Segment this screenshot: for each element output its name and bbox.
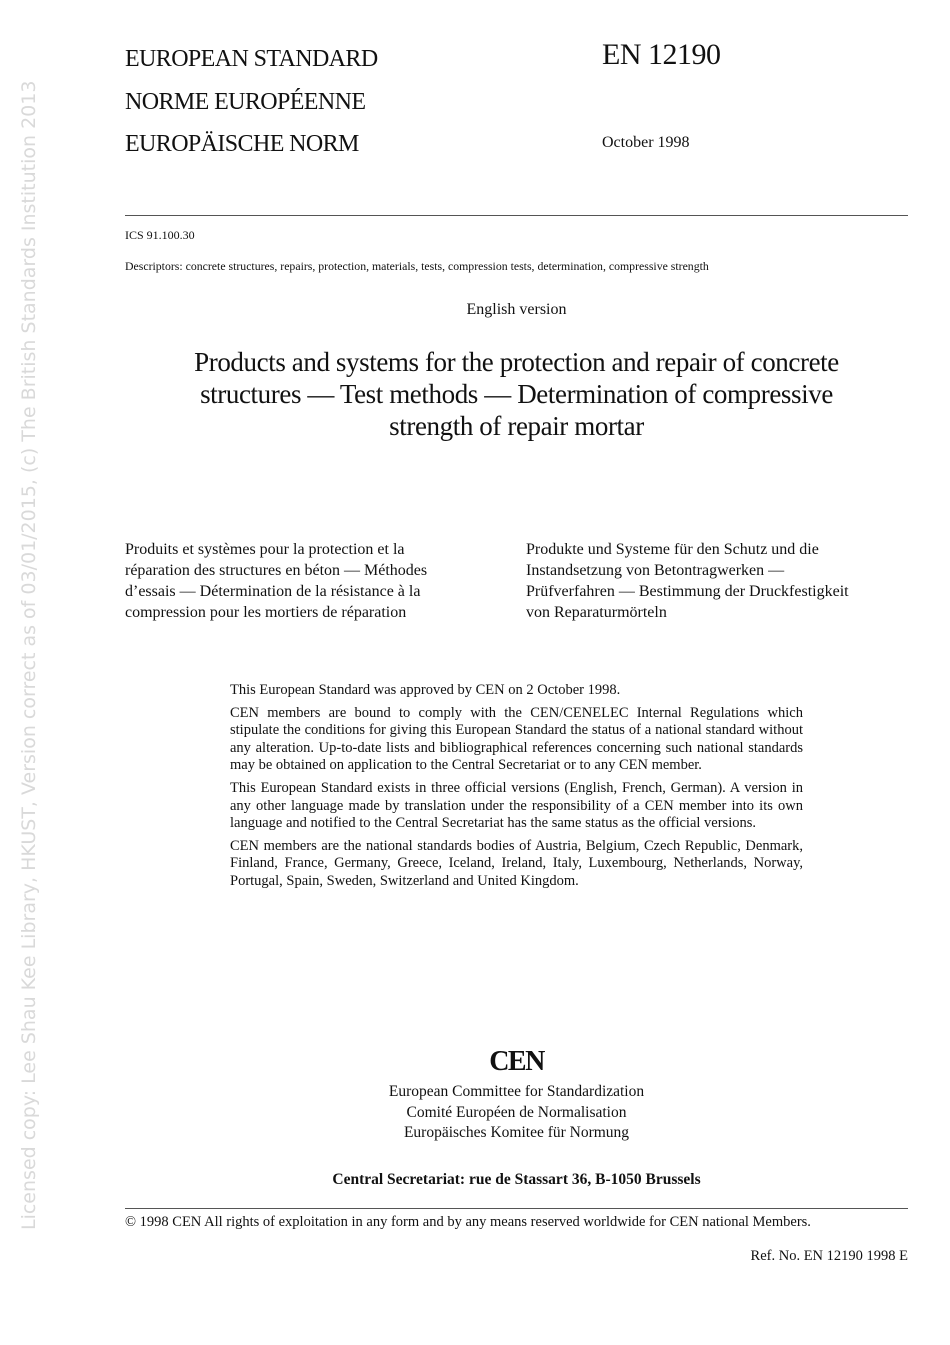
descriptors: Descriptors: concrete structures, repairs, protection, materials, tests, compression tests, determination, compressive strength (125, 259, 709, 273)
copyright-notice: © 1998 CEN All rights of exploitation in any form and by any means reserved worldwide for CEN national Members. (125, 1214, 811, 1230)
french-title-line: réparation des structures en béton — Méthodes (125, 562, 428, 579)
cen-name-de: Europäisches Komitee für Normung (403, 1124, 630, 1141)
german-title-line: Instandsetzung von Betontragwerken — (526, 562, 785, 579)
title-line: structures — Test methods — Determination of compressive (200, 379, 833, 409)
approval-notice (230, 682, 803, 896)
version-label: English version (466, 301, 567, 318)
license-watermark: Licensed copy: Lee Shau Kee Library, HKUST, Version correct as of 03/01/2015, (c) The British Standards Institution 2013 (18, 80, 40, 1230)
notice-paragraph: This European Standard was approved by CEN on 2 October 1998. (230, 682, 621, 698)
french-title-line: Produits et systèmes pour la protection et la (125, 541, 405, 558)
standard-label-en: EUROPEAN STANDARD (125, 46, 378, 72)
cen-logo: CEN (489, 1046, 544, 1077)
document-title (125, 346, 908, 442)
footer-rule (125, 1208, 908, 1209)
german-title (526, 539, 906, 623)
header-rule (125, 215, 908, 216)
cen-names (0, 1082, 950, 1144)
notice-paragraph: CEN members are the national standards bodies of Austria, Belgium, Czech Republic, Denmark, Finland, France, Germany, Greece, Iceland, Ireland, Italy, Luxembourg, Netherlands, Norway, Portugal, Spain, Sweden, Switzerland and United Kingdom. (230, 837, 803, 889)
cen-name-en: European Committee for Standardization (388, 1083, 645, 1100)
german-title-line: Produkte und Systeme für den Schutz und die (526, 541, 819, 558)
notice-paragraph: CEN members are bound to comply with the CEN/CENELEC Internal Regulations which stipulate the conditions for giving this European Standard the status of a national standard without any alteration. Up-to-date lists and bibliographical references concerning such national standards may be obtained on application to the Central Secretariat or to any CEN member. (230, 704, 803, 774)
standard-number: EN 12190 (602, 38, 721, 71)
french-title (125, 539, 505, 623)
standard-label-de: EUROPÄISCHE NORM (125, 131, 359, 157)
french-title-line: compression pour les mortiers de réparation (125, 604, 407, 621)
ics-code: ICS 91.100.30 (125, 228, 195, 242)
reference-number: Ref. No. EN 12190 1998 E (750, 1248, 908, 1264)
title-line: Products and systems for the protection and repair of concrete (194, 347, 839, 377)
french-title-line: d’essais — Détermination de la résistance à la (125, 583, 421, 600)
german-title-line: von Reparaturmörteln (526, 604, 667, 621)
publication-date: October 1998 (602, 134, 690, 151)
central-secretariat: Central Secretariat: rue de Stassart 36, B-1050 Brussels (332, 1171, 701, 1188)
standard-label-fr: NORME EUROPÉENNE (125, 89, 366, 115)
german-title-line: Prüfverfahren — Bestimmung der Druckfestigkeit (526, 583, 849, 600)
cen-name-fr: Comité Européen de Normalisation (406, 1103, 627, 1121)
title-line: strength of repair mortar (389, 411, 644, 441)
notice-paragraph: This European Standard exists in three official versions (English, French, German). A version in any other language made by translation under the responsibility of a CEN member into its own language and notified to the Central Secretariat has the same status as the official versions. (230, 779, 803, 832)
